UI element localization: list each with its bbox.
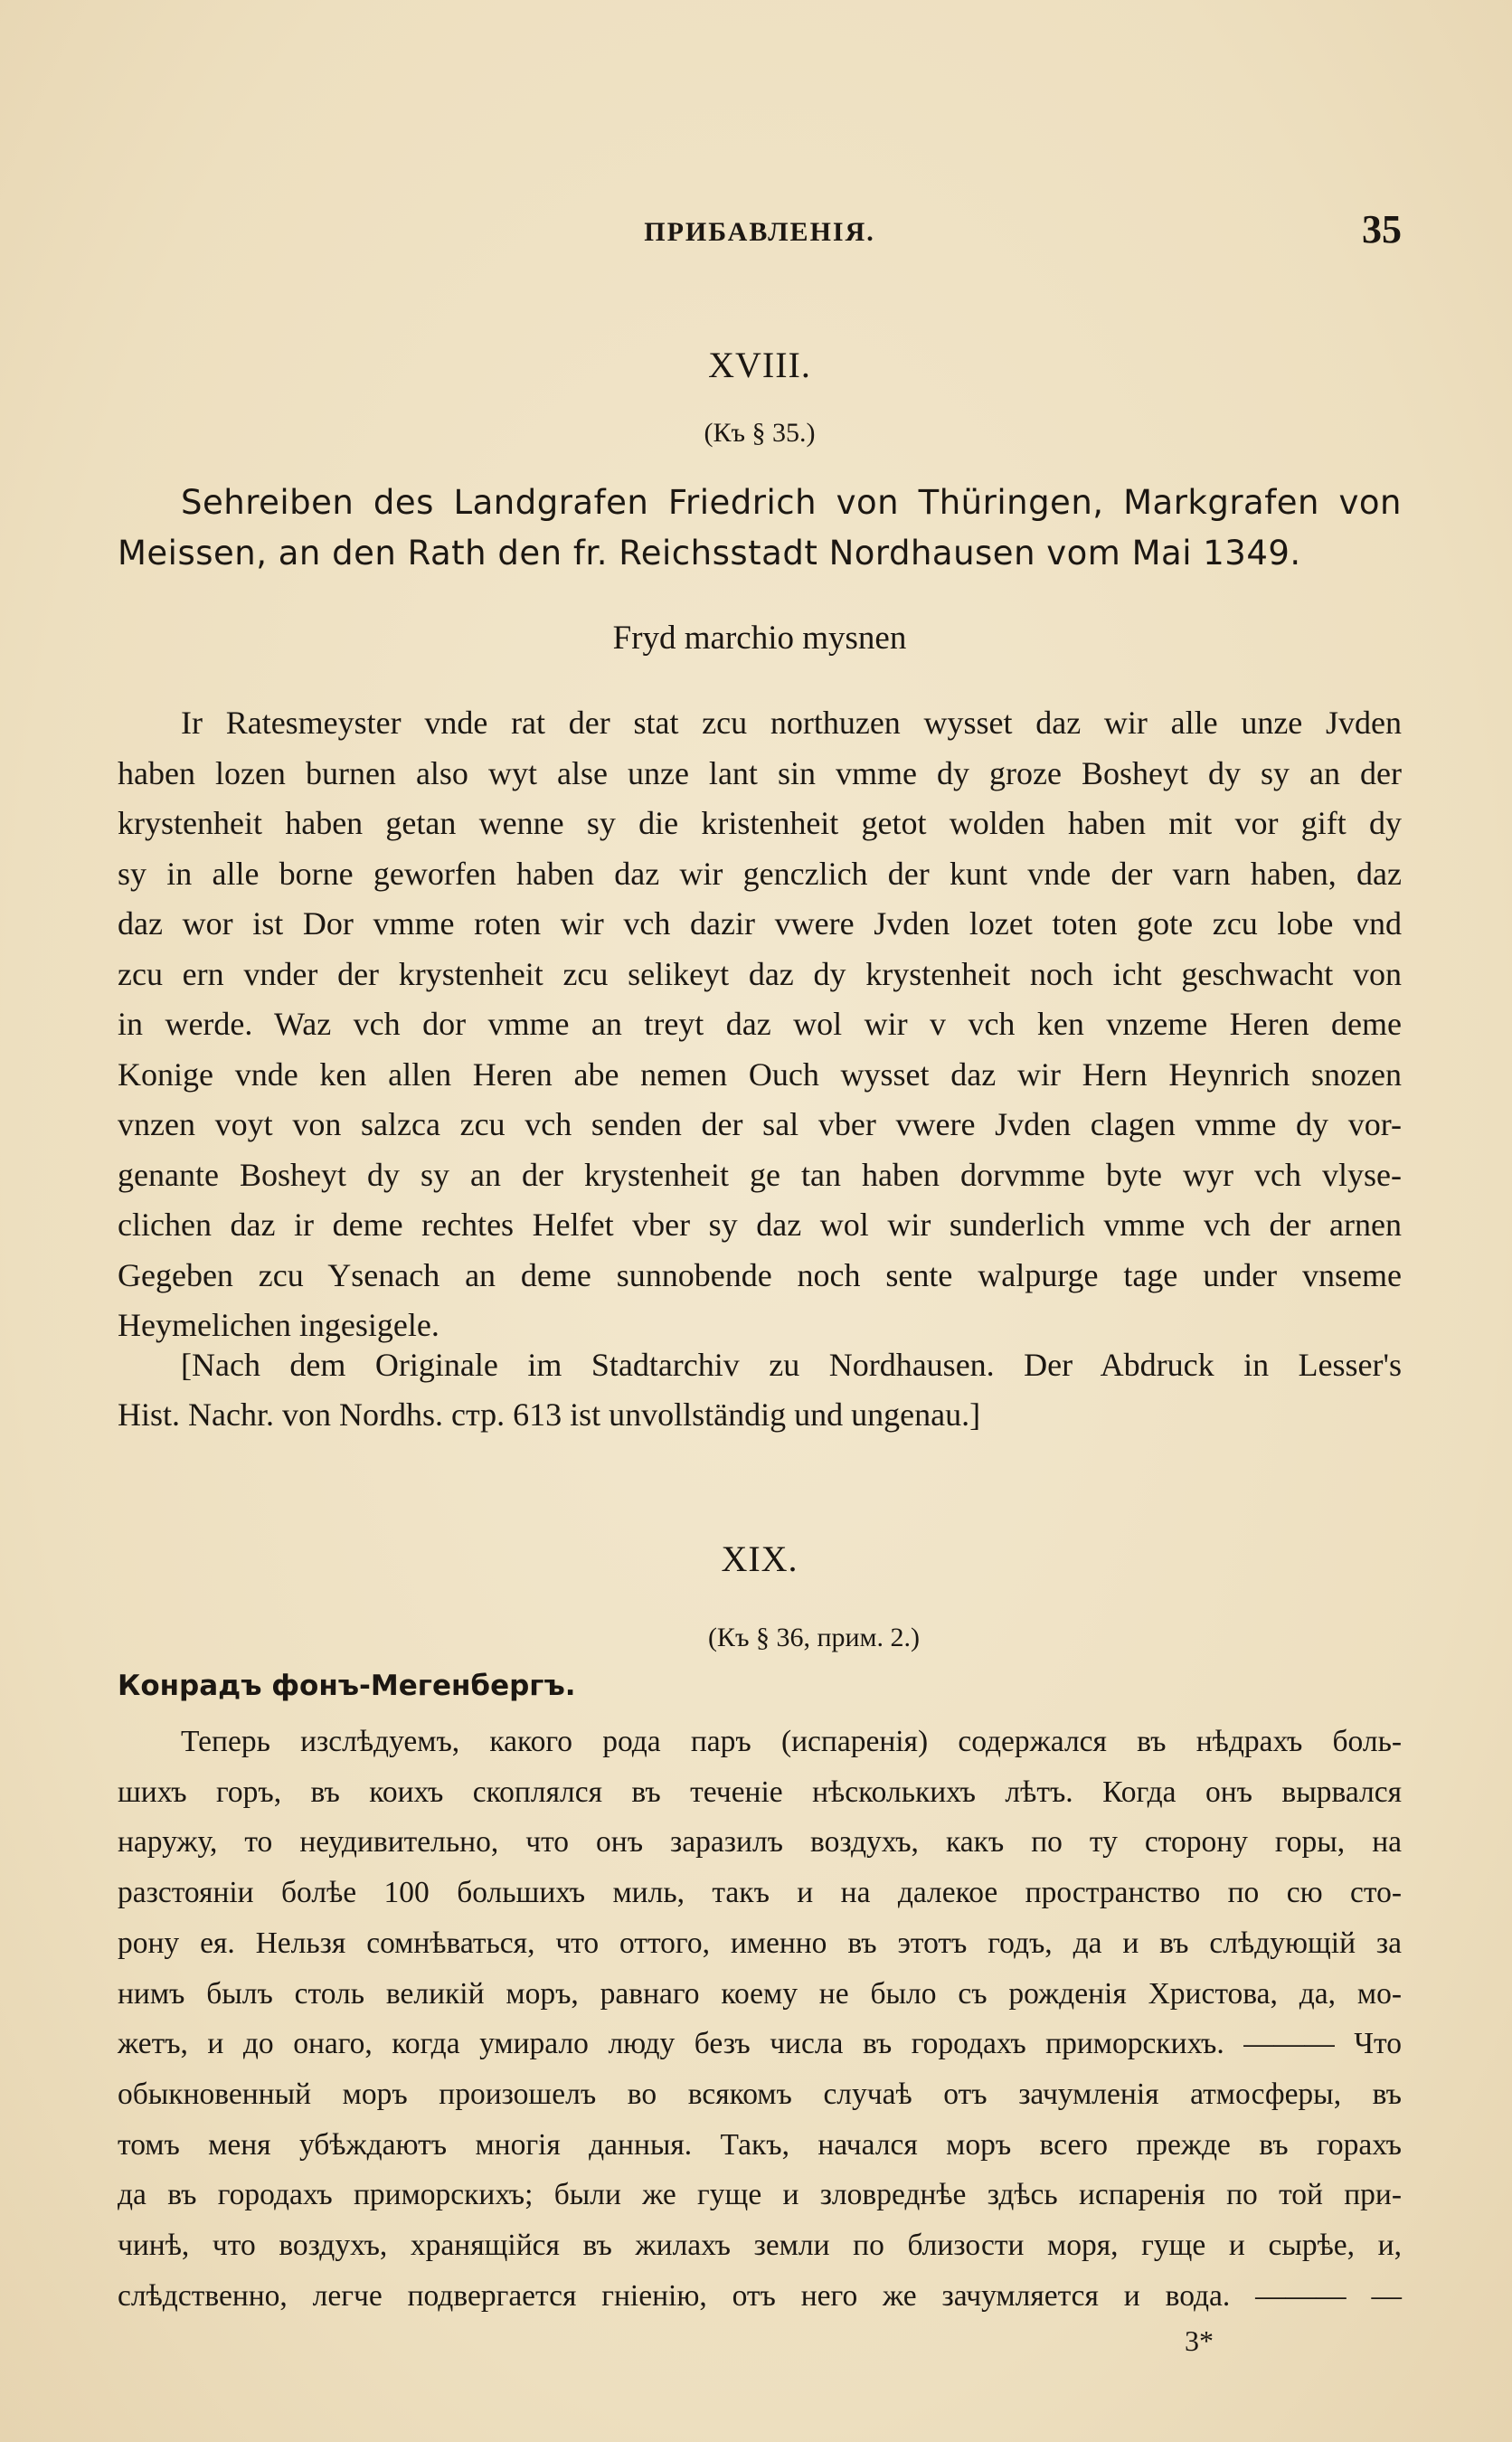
body-line: Heymelichen ingesigele. <box>118 1307 439 1343</box>
body-line: haben lozen burnen also wyt alse unze lant sin vmme dy groze Bosheyt dy sy an der <box>118 754 1402 791</box>
body-line: sy in alle borne geworfen haben daz wir genczlich der kunt vnde der varn haben, daz <box>118 855 1402 892</box>
source-note <box>118 1340 1402 1440</box>
body-line: Konige vnde ken allen Heren abe nemen Ouch wysset daz wir Hern Heynrich snozen <box>118 1055 1402 1093</box>
body-line: разстояніи болѣе 100 большихъ миль, такъ и на далекое пространство по сю сто- <box>118 1876 1402 1910</box>
body-line: Ir Ratesmeyster vnde rat der stat zcu northuzen wysset daz wir alle unze Jvden <box>181 705 1402 741</box>
body-line: томъ меня убѣждаютъ многія данныя. Такъ, начался моръ всего прежде въ горахъ <box>118 2127 1402 2162</box>
body-line: daz wor ist Dor vmme roten wir vch dazir vwere Jvden lozet toten gote zcu lobe vnd <box>118 905 1402 942</box>
russian-body <box>118 1717 1402 2321</box>
section-18-reference: (Къ § 35.) <box>704 418 816 448</box>
section-19-author: Конрадъ фонъ-Мегенбергъ. <box>118 1670 576 1702</box>
body-line: genante Bosheyt dy sy an der krystenheit ge tan haben dorvmme byte wyr vch vlyse- <box>118 1156 1402 1193</box>
body-line: чинѣ, что воздухъ, хранящійся въ жилахъ земли по близости моря, гуще и сырѣе, и, <box>118 2229 1402 2263</box>
body-line: clichen daz ir deme rechtes Helfet vber sy daz wol wir sunderlich vmme vch der arnen <box>118 1207 1402 1243</box>
page-number: 35 <box>1362 207 1402 251</box>
body-line: zcu ern vnder der krystenheit zcu selikeyt daz dy krystenheit noch icht geschwacht von <box>118 955 1402 992</box>
body-line: нимъ былъ столь великій моръ, равнаго коему не было съ рожденія Христова, да, мо- <box>118 1976 1402 2011</box>
section-18-numeral: XVIII. <box>708 345 811 385</box>
body-line: обыкновенный моръ произошелъ во всякомъ случаѣ отъ зачумленія атмосферы, въ <box>118 2077 1402 2111</box>
body-line: vnzen voyt von salzca zcu vch senden der sal vber vwere Jvden clagen vmme dy vor- <box>118 1106 1402 1142</box>
section-18-title <box>118 478 1402 579</box>
body-line: жетъ, и до онаго, когда умирало люду безъ числа въ городахъ приморскихъ. ——— Что <box>118 2027 1402 2061</box>
title-line: Sehreiben des Landgrafen Friedrich von Thüringen, Markgrafen von <box>181 483 1402 522</box>
note-line: Hist. Nachr. von Nordhs. стр. 613 ist unvollständig und ungenau.] <box>118 1396 981 1433</box>
body-line: in werde. Waz vch dor vmme an treyt daz wol wir v vch ken vnzeme Heren deme <box>118 1006 1402 1042</box>
body-line: да въ городахъ приморскихъ; были же гуще и зловреднѣе здѣсь испаренія по той при- <box>118 2178 1402 2212</box>
body-line: шихъ горъ, въ коихъ скоплялся въ теченіе нѣсколькихъ лѣтъ. Когда онъ вырвался <box>118 1775 1402 1809</box>
letter-body <box>118 698 1402 1351</box>
section-19-numeral: XIX. <box>721 1538 799 1579</box>
page-header <box>118 206 1402 260</box>
body-line: рону ея. Нельзя сомнѣваться, что оттого, именно въ этотъ годъ, да и въ слѣдующій за <box>118 1926 1402 1960</box>
title-line: Meissen, an den Rath den fr. Reichsstadt Nordhausen vom Mai 1349. <box>118 534 1301 573</box>
signature-mark: 3* <box>1185 2324 1214 2357</box>
body-line: слѣдственно, легче подвергается гніенію, отъ него же зачумляется и вода. ——— — <box>118 2278 1402 2313</box>
section-19-reference: (Къ § 36, прим. 2.) <box>707 1623 921 1652</box>
salutation: Fryd marchio mysnen <box>612 620 907 657</box>
body-line: Теперь изслѣдуемъ, какого рода паръ (испаренія) содержался въ нѣдрахъ боль- <box>181 1725 1402 1758</box>
note-line: [Nach dem Originale im Stadtarchiv zu Nordhausen. Der Abdruck in Lesser's <box>181 1347 1402 1383</box>
body-line: наружу, то неудивительно, что онъ заразилъ воздухъ, какъ по ту сторону горы, на <box>118 1825 1402 1860</box>
running-head: ПРИБАВЛЕНІЯ. <box>644 217 875 247</box>
body-line: krystenheit haben getan wenne sy die kristenheit getot wolden haben mit vor gift dy <box>118 805 1402 841</box>
body-line: Gegeben zcu Ysenach an deme sunnobende noch sente walpurge tage under vnseme <box>118 1256 1402 1293</box>
